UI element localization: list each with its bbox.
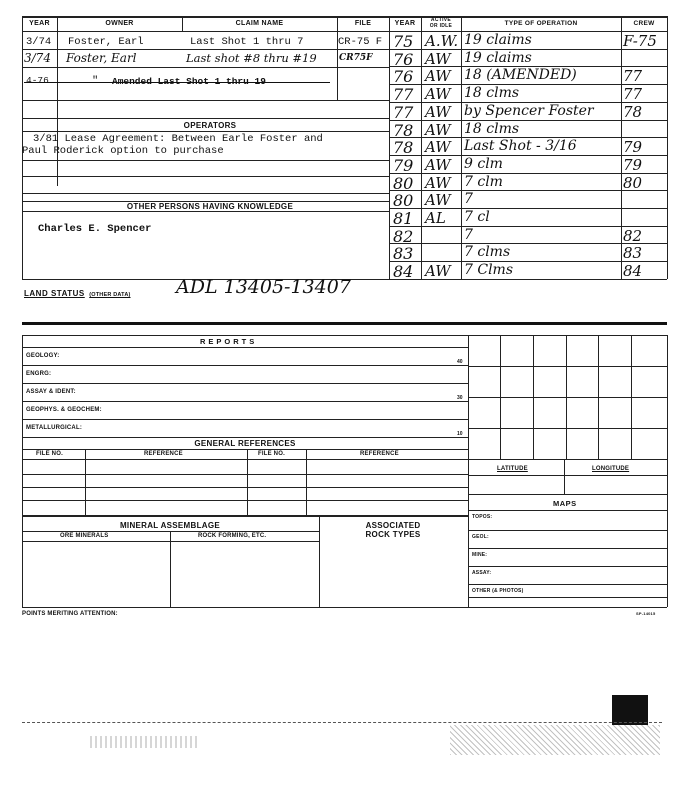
operation-active: AL — [425, 209, 446, 227]
ref-reference: REFERENCE — [144, 451, 183, 457]
owner-row-3-year: 4-76 — [26, 75, 49, 86]
operation-year: 75 — [393, 32, 414, 51]
operation-crew: 78 — [623, 102, 643, 121]
owner-row-1-owner: Foster, Earl — [68, 36, 144, 48]
report-label: GEOPHYS. & GEOCHEM: — [26, 407, 102, 413]
operation-active: AW — [425, 49, 451, 68]
other-persons-title: OTHER PERSONS HAVING KNOWLEDGE — [126, 202, 294, 211]
maps-mine: MINE: — [472, 552, 488, 558]
owner-row-1-file: CR-75 F — [338, 36, 383, 48]
operation-year: 77 — [393, 85, 414, 105]
maps-geol: GEOL: — [472, 534, 489, 540]
owner-row-2-file: CR75F — [339, 53, 373, 63]
report-scale-number: 30 — [457, 395, 463, 401]
operation-type: 18 clms — [464, 120, 520, 137]
land-status-label: LAND STATUS — [24, 289, 85, 298]
operation-crew: 82 — [623, 226, 643, 245]
report-scale-number: 10 — [457, 431, 463, 437]
land-status-sublabel: (OTHER DATA) — [89, 292, 131, 298]
operation-type: 18 (AMENDED) — [464, 67, 577, 84]
report-scale-number: 40 — [457, 359, 463, 365]
operation-year: 76 — [393, 67, 414, 87]
maps-assay: ASSAY: — [472, 570, 492, 576]
operation-type: 7 clm — [464, 173, 503, 190]
operation-year: 80 — [393, 191, 414, 211]
report-row-line — [22, 365, 468, 366]
operation-year: 83 — [393, 244, 414, 264]
operation-crew: 77 — [623, 85, 643, 104]
report-label: GEOLOGY: — [26, 353, 60, 359]
report-label: ASSAY & IDENT: — [26, 389, 76, 395]
grid-line — [468, 397, 667, 398]
operators-title: OPERATORS — [183, 121, 237, 130]
grid-line — [468, 459, 667, 460]
operation-type: 18 clms — [464, 85, 520, 102]
operation-year: 82 — [393, 226, 414, 246]
header-claim-name: CLAIM NAME — [235, 20, 284, 27]
header-year-2: YEAR — [394, 20, 416, 27]
reports-title: REPORTS — [200, 337, 258, 346]
header-active-2: OR IDLE — [429, 23, 453, 29]
owner-row-1-claim: Last Shot 1 thru 7 — [190, 36, 304, 48]
operation-type: Last Shot - 3/16 — [464, 138, 577, 155]
operation-active: AW — [425, 191, 451, 210]
operation-year: 80 — [393, 173, 414, 193]
operation-year: 78 — [393, 120, 414, 140]
owner-row-3-owner: " — [92, 75, 99, 87]
header-active-1: ACTIVE — [430, 17, 452, 23]
operation-crew: 77 — [623, 67, 643, 86]
header-year: YEAR — [29, 20, 50, 27]
operation-type: 19 claims — [464, 49, 532, 66]
associated-line-2: ROCK TYPES — [365, 530, 421, 539]
section-divider — [22, 322, 667, 325]
owner-row-1-year: 3/74 — [26, 36, 52, 48]
header-type-of-operation: TYPE OF OPERATION — [504, 20, 578, 27]
operation-year: 76 — [393, 49, 414, 69]
header-file: FILE — [354, 20, 372, 27]
report-label: METALLURGICAL: — [26, 425, 83, 431]
operation-type: 7 clms — [464, 244, 511, 261]
longitude-label: LONGITUDE — [592, 466, 630, 472]
owner-row-2-owner: Foster, Earl — [66, 51, 137, 65]
operation-year: 79 — [393, 155, 414, 175]
mineral-title: MINERAL ASSEMBLAGE — [119, 521, 221, 530]
operation-year: 78 — [393, 138, 414, 158]
grid-line — [468, 428, 667, 429]
land-status-value: ADL 13405-13407 — [176, 276, 351, 298]
operation-type: 7 Clms — [464, 262, 514, 279]
report-label: ENGRG: — [26, 371, 52, 377]
maps-topos: TOPOS: — [472, 514, 493, 520]
grid-line — [468, 366, 667, 367]
ore-minerals-label: ORE MINERALS — [60, 533, 109, 539]
scan-artifact — [612, 695, 648, 725]
operation-type: 7 — [464, 226, 473, 243]
associated-line-1: ASSOCIATED — [365, 521, 421, 530]
general-references-title: GENERAL REFERENCES — [194, 439, 296, 448]
operators-line-2: Paul Roderick option to purchase — [22, 145, 224, 157]
maps-title: MAPS — [553, 499, 577, 508]
ref-file-no-2: FILE NO. — [258, 451, 285, 457]
operation-type: 19 claims — [464, 32, 532, 48]
operation-crew: 79 — [623, 138, 643, 157]
report-row-line — [22, 419, 468, 420]
scan-artifact-noise-2 — [450, 725, 660, 755]
owner-row-3-strike — [24, 82, 330, 83]
operators-line-1: 3/81 Lease Agreement: Between Earle Foster and — [33, 133, 323, 145]
operation-year: 84 — [393, 262, 414, 282]
operation-crew: 84 — [623, 262, 643, 281]
operation-crew: F-75 — [623, 32, 657, 50]
owner-row-2-year: 3/74 — [24, 51, 51, 65]
operation-active: AW — [425, 173, 451, 192]
scan-artifact-line — [22, 722, 662, 723]
operation-type: 7 cl — [464, 209, 490, 225]
report-row-line — [22, 401, 468, 402]
owner-row-2-claim: Last shot #8 thru #19 — [186, 51, 317, 65]
header-crew: CREW — [633, 20, 655, 27]
operation-crew: 80 — [623, 173, 643, 192]
operation-active: AW — [425, 85, 451, 104]
ref-reference-2: REFERENCE — [360, 451, 399, 457]
operation-crew: 83 — [623, 244, 643, 263]
rock-forming-label: ROCK FORMING, ETC. — [198, 533, 267, 539]
operation-crew: 79 — [623, 155, 643, 174]
operation-type: 9 clm — [464, 155, 503, 172]
points-meriting-attention: POINTS MERITING ATTENTION: — [22, 611, 118, 617]
operation-type: by Spencer Foster — [464, 102, 594, 119]
owner-row-3-claim: Amended Last Shot 1 thru 19 — [112, 76, 266, 87]
operation-type: 7 — [464, 191, 473, 208]
scan-artifact-noise — [90, 736, 200, 748]
form-number: SP-14015 — [636, 611, 656, 616]
operation-active: AW — [425, 120, 451, 139]
operation-active: AW — [425, 138, 451, 157]
ref-file-no: FILE NO. — [36, 451, 63, 457]
maps-other: OTHER (& PHOTOS) — [472, 588, 524, 594]
other-persons-name: Charles E. Spencer — [38, 223, 152, 235]
report-row-line — [22, 437, 468, 438]
operation-active: AW — [425, 155, 451, 174]
report-row-line — [22, 383, 468, 384]
latitude-label: LATITUDE — [497, 466, 528, 472]
operation-year: 77 — [393, 102, 414, 122]
operation-year: 81 — [393, 209, 414, 228]
operation-active: AW — [425, 102, 451, 121]
operation-active: AW — [425, 262, 451, 281]
operation-active: AW — [425, 67, 451, 86]
header-owner: OWNER — [105, 20, 134, 27]
operation-active: A.W. — [425, 32, 459, 50]
